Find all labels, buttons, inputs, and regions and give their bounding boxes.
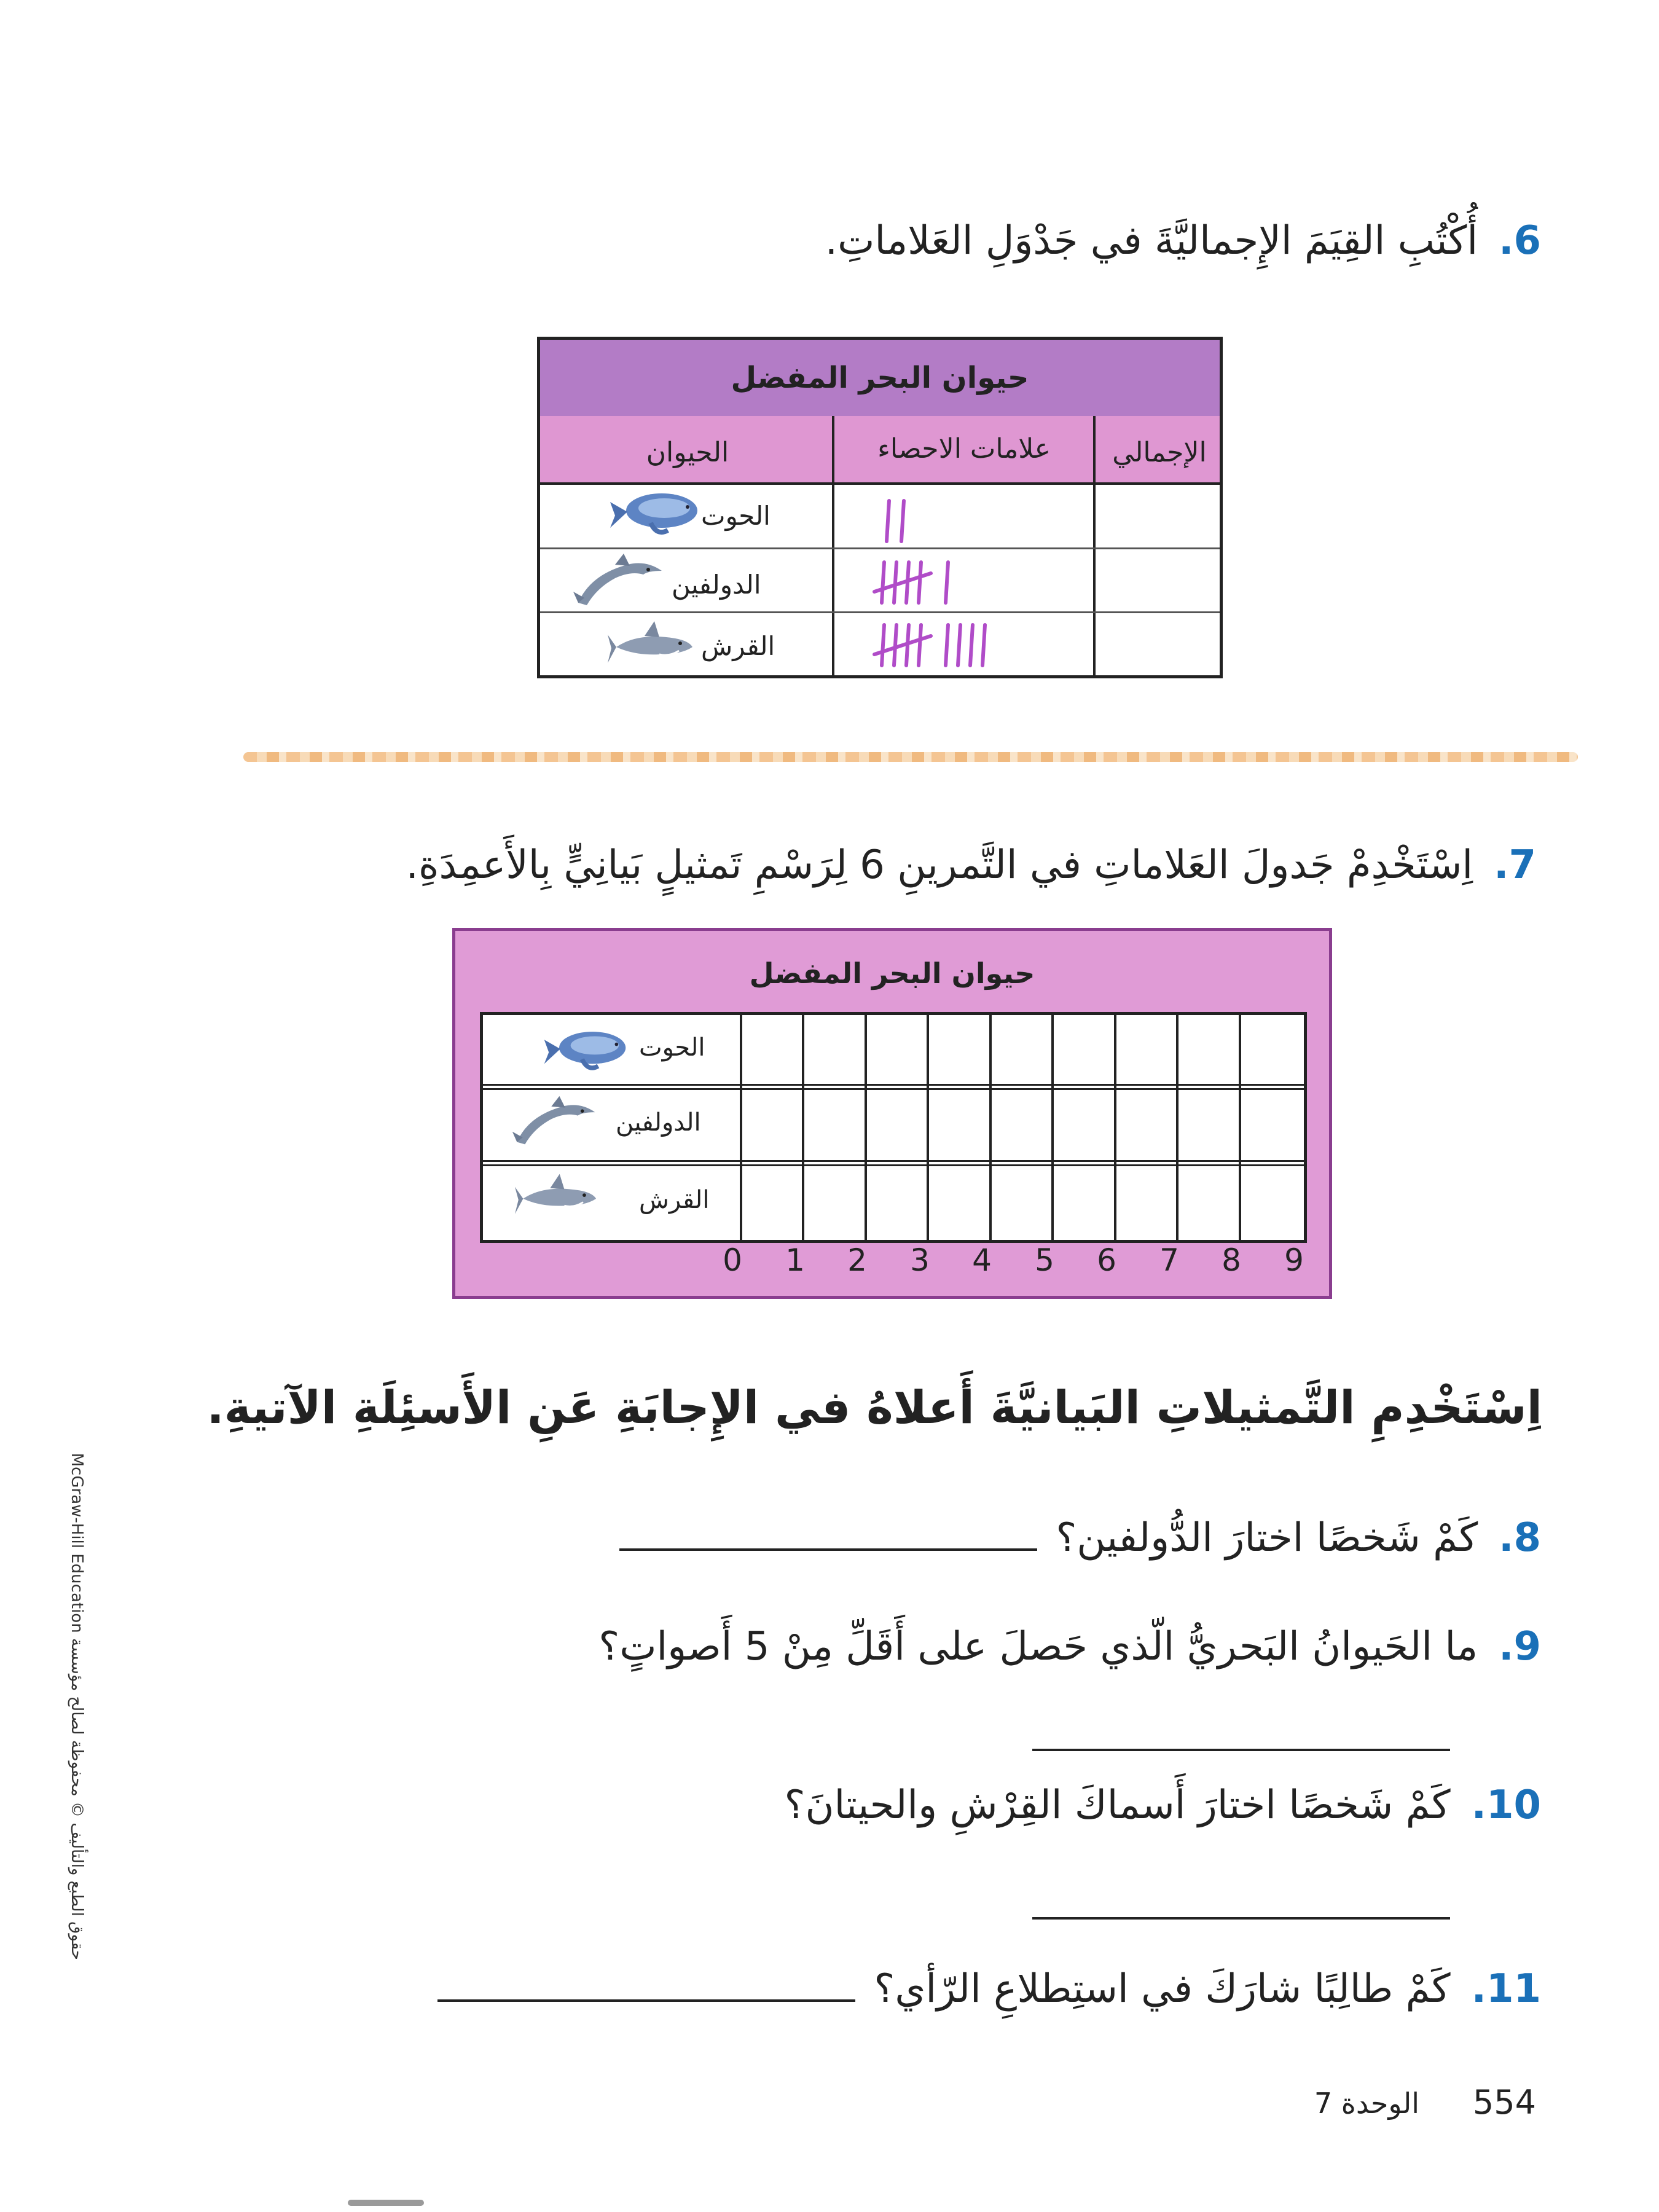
whale-icon [542,1024,628,1075]
total-input-whale[interactable] [1097,482,1222,546]
answer-line-9[interactable] [1032,1749,1450,1751]
x-tick-9: 9 [1284,1242,1304,1278]
bar-row-label-whale: الحوت [639,1033,705,1062]
bar-graph-grid[interactable] [480,1012,1307,1243]
header-total: الإجمالي [1112,437,1207,468]
tally-marks-shark [872,618,1056,673]
whale-icon [608,485,700,540]
x-tick-2: 2 [847,1242,867,1278]
bar-row-label-dolphin: الدولفين [616,1108,701,1137]
tally-marks-dolphin [872,555,1056,610]
x-tick-1: 1 [785,1242,805,1278]
x-tick-8: 8 [1222,1242,1241,1278]
header-animal: الحيوان [646,437,729,468]
shark-icon [515,1172,597,1220]
footer-unit: الوحدة 7 [1314,2087,1419,2120]
header-tally: علامات الاحصاء [877,433,1051,465]
tally-marks-whale [872,493,1056,549]
question-9 [598,1624,1541,1669]
question-11 [437,1966,1541,2012]
copyright-sidebar: حقوق الطبع والتأليف © محفوظة لصالح مؤسسة McGraw-Hill Education [68,1453,86,1960]
home-indicator[interactable] [348,2200,424,2206]
answer-line-11[interactable] [437,1966,855,2002]
page-number: 554 [1472,2083,1536,2122]
question-8 [619,1515,1541,1561]
x-tick-4: 4 [972,1242,992,1278]
x-tick-7: 7 [1159,1242,1179,1278]
question-10 [784,1783,1542,1828]
x-tick-0: 0 [723,1242,742,1278]
x-tick-6: 6 [1097,1242,1116,1278]
x-tick-3: 3 [910,1242,930,1278]
total-input-shark[interactable] [1097,614,1222,675]
x-tick-5: 5 [1035,1242,1054,1278]
question-number: 11. [1471,1966,1541,2012]
question-number: 9. [1499,1624,1541,1669]
question-number: 8. [1499,1515,1541,1561]
tally-row-label-dolphin: الدولفين [672,570,761,600]
question-7 [406,842,1536,888]
question-text: أُكْتُبِ القِيَمَ الإِجماليَّةَ في جَدْوَلِ العَلاماتِ. [825,218,1478,264]
question-text: كَمْ طالِبًا شارَكَ في استِطلاعِ الرّأي؟ [874,1966,1451,2012]
question-text: ما الحَيوانُ البَحريُّ الّذي حَصلَ على أَقَلِّ مِنْ 5 أَصواتٍ؟ [598,1624,1478,1669]
section-divider [243,752,1578,762]
dolphin-icon [511,1095,597,1148]
tally-row-label-shark: القرش [701,631,775,661]
tally-row-label-whale: الحوت [701,501,771,531]
question-text: كَمْ شَخصًا اختارَ أَسماكَ القِرْشِ والحيتانَ؟ [784,1783,1451,1828]
instruction-heading: اِسْتَخْدِمِ التَّمثيلاتِ البَيانيَّةَ أَعلاهُ في الإِجابَةِ عَنِ الأَسئِلَةِ الآتيةِ. [206,1381,1542,1434]
question-number: 10. [1471,1783,1541,1828]
dolphin-icon [572,552,664,609]
question-number: 6. [1499,218,1541,264]
bar-graph [452,928,1332,1299]
tally-table [537,337,1223,678]
answer-line-10[interactable] [1032,1917,1450,1920]
question-6 [825,218,1541,264]
question-text: اِسْتَخْدِمْ جَدولَ العَلاماتِ في التَّمرينِ 6 لِرَسْمِ تَمثيلٍ بَيانِيٍّ بِالأَعمِدَةِ. [406,842,1473,888]
tally-table-title: حيوان البحر المفضل [540,340,1220,418]
shark-icon [608,620,694,669]
bar-graph-title: حيوان البحر المفضل [749,957,1035,990]
total-input-dolphin[interactable] [1097,550,1222,610]
answer-line-8[interactable] [619,1515,1037,1551]
bar-row-label-shark: القرش [639,1186,710,1214]
question-text: كَمْ شَخصًا اختارَ الدُّولفين؟ [1056,1515,1478,1561]
question-number: 7. [1494,842,1536,888]
